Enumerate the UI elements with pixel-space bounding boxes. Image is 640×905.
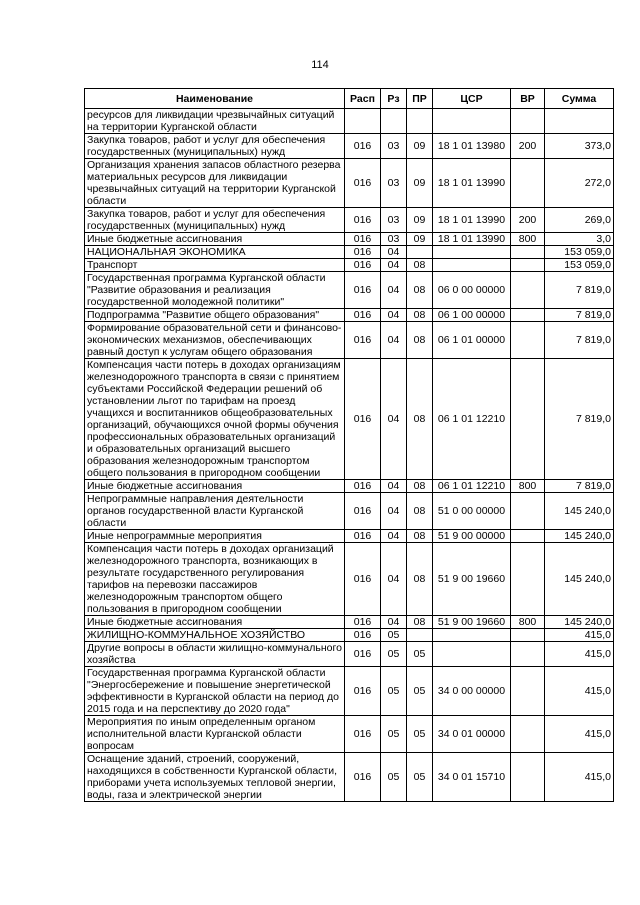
- table-row: [85, 208, 614, 233]
- cell-rasp: 016: [345, 629, 381, 642]
- cell-vr: [511, 629, 545, 642]
- cell-pr: 08: [407, 543, 433, 616]
- cell-rasp: 016: [345, 272, 381, 309]
- header-vr: ВР: [511, 89, 545, 109]
- table-row: [85, 642, 614, 667]
- table-row: [85, 359, 614, 480]
- cell-pr: 09: [407, 208, 433, 233]
- table-row: [85, 272, 614, 309]
- cell-sum: 7 819,0: [545, 322, 614, 359]
- header-csr: ЦСР: [433, 89, 511, 109]
- cell-rz: 04: [381, 359, 407, 480]
- cell-vr: [511, 667, 545, 716]
- cell-pr: 05: [407, 753, 433, 802]
- cell-csr: 06 1 01 12210: [433, 480, 511, 493]
- cell-rz: 03: [381, 233, 407, 246]
- cell-rz: [381, 109, 407, 134]
- cell-rz: 04: [381, 616, 407, 629]
- table-row: [85, 530, 614, 543]
- cell-rasp: 016: [345, 480, 381, 493]
- budget-table: [84, 88, 614, 802]
- cell-rz: 04: [381, 543, 407, 616]
- cell-name: Иные непрограммные мероприятия: [85, 530, 345, 543]
- header-rasp: Расп: [345, 89, 381, 109]
- cell-csr: 34 0 01 00000: [433, 716, 511, 753]
- cell-rasp: 016: [345, 309, 381, 322]
- cell-name: Оснащение зданий, строений, сооружений, находящихся в собственности Курганской области, приборами учета используемых тепловой энергии, воды, газа и электрической энергии: [85, 753, 345, 802]
- cell-name: ЖИЛИЩНО-КОММУНАЛЬНОЕ ХОЗЯЙСТВО: [85, 629, 345, 642]
- cell-rasp: 016: [345, 667, 381, 716]
- cell-csr: 34 0 01 15710: [433, 753, 511, 802]
- cell-vr: 800: [511, 233, 545, 246]
- cell-pr: 08: [407, 309, 433, 322]
- table-row: [85, 159, 614, 208]
- table-row: [85, 716, 614, 753]
- cell-sum: 145 240,0: [545, 530, 614, 543]
- cell-pr: [407, 109, 433, 134]
- cell-pr: 08: [407, 272, 433, 309]
- cell-name: Мероприятия по иным определенным органом исполнительной власти Курганской области вопросам: [85, 716, 345, 753]
- cell-pr: 08: [407, 259, 433, 272]
- cell-vr: [511, 259, 545, 272]
- cell-rasp: [345, 109, 381, 134]
- table-row: [85, 246, 614, 259]
- cell-name: Формирование образовательной сети и финансово-экономических механизмов, обеспечивающих равный доступ к услугам общего образования: [85, 322, 345, 359]
- cell-csr: 06 1 01 00000: [433, 322, 511, 359]
- cell-vr: 800: [511, 480, 545, 493]
- cell-csr: 51 9 00 19660: [433, 543, 511, 616]
- cell-rasp: 016: [345, 134, 381, 159]
- cell-rasp: 016: [345, 716, 381, 753]
- cell-vr: [511, 753, 545, 802]
- cell-csr: 18 1 01 13980: [433, 134, 511, 159]
- table-row: [85, 629, 614, 642]
- cell-rasp: 016: [345, 233, 381, 246]
- cell-vr: 200: [511, 208, 545, 233]
- header-name: Наименование: [85, 89, 345, 109]
- cell-csr: 06 1 00 00000: [433, 309, 511, 322]
- cell-rz: 05: [381, 753, 407, 802]
- cell-pr: 09: [407, 134, 433, 159]
- cell-rz: 04: [381, 493, 407, 530]
- table-header-row: [85, 89, 614, 109]
- cell-pr: 05: [407, 642, 433, 667]
- cell-name: Иные бюджетные ассигнования: [85, 480, 345, 493]
- cell-sum: 415,0: [545, 642, 614, 667]
- cell-csr: [433, 109, 511, 134]
- cell-csr: 06 1 01 12210: [433, 359, 511, 480]
- cell-csr: [433, 642, 511, 667]
- cell-pr: 08: [407, 616, 433, 629]
- cell-vr: [511, 159, 545, 208]
- header-pr: ПР: [407, 89, 433, 109]
- table-row: [85, 753, 614, 802]
- cell-csr: 18 1 01 13990: [433, 233, 511, 246]
- cell-sum: 373,0: [545, 134, 614, 159]
- cell-rasp: 016: [345, 246, 381, 259]
- cell-rz: 03: [381, 208, 407, 233]
- cell-rasp: 016: [345, 322, 381, 359]
- cell-rz: 03: [381, 134, 407, 159]
- cell-pr: 05: [407, 716, 433, 753]
- cell-rz: 04: [381, 246, 407, 259]
- cell-vr: [511, 309, 545, 322]
- cell-name: Организация хранения запасов областного резерва материальных ресурсов для ликвидации чрезвычайных ситуаций на территории Курганской области: [85, 159, 345, 208]
- header-sum: Сумма: [545, 89, 614, 109]
- cell-rz: 04: [381, 309, 407, 322]
- cell-pr: 08: [407, 359, 433, 480]
- cell-rasp: 016: [345, 493, 381, 530]
- table-row: [85, 309, 614, 322]
- cell-name: Компенсация части потерь в доходах организаций железнодорожного транспорта, возникающих в результате государственного регулирования тарифов на перевозки пассажиров железнодорожным транспортом общего пользования в пригородном сообщении: [85, 543, 345, 616]
- cell-vr: [511, 272, 545, 309]
- cell-rz: 04: [381, 272, 407, 309]
- table-row: [85, 616, 614, 629]
- cell-rasp: 016: [345, 259, 381, 272]
- cell-rz: 04: [381, 322, 407, 359]
- cell-rz: 04: [381, 480, 407, 493]
- cell-name: НАЦИОНАЛЬНАЯ ЭКОНОМИКА: [85, 246, 345, 259]
- cell-rasp: 016: [345, 753, 381, 802]
- cell-vr: 200: [511, 134, 545, 159]
- cell-pr: 09: [407, 159, 433, 208]
- cell-sum: 415,0: [545, 716, 614, 753]
- cell-rz: 05: [381, 629, 407, 642]
- cell-sum: 415,0: [545, 629, 614, 642]
- cell-vr: 800: [511, 616, 545, 629]
- cell-rz: 05: [381, 667, 407, 716]
- cell-vr: [511, 716, 545, 753]
- cell-rz: 04: [381, 259, 407, 272]
- cell-name: Компенсация части потерь в доходах организациям железнодорожного транспорта в связи с принятием субъектами Российской Федерации решений об установлении льгот по тарифам на проезд учащихся и воспитанников общеобразовательных организаций, обучающихся очной формы обучения профессиональных образовательных организаций и образовательных организаций высшего образования железнодорожным транспортом общего пользования в пригородном сообщении: [85, 359, 345, 480]
- cell-pr: [407, 629, 433, 642]
- table-row: [85, 493, 614, 530]
- cell-sum: 269,0: [545, 208, 614, 233]
- cell-sum: 145 240,0: [545, 543, 614, 616]
- cell-vr: [511, 359, 545, 480]
- table-row: [85, 322, 614, 359]
- cell-pr: 08: [407, 530, 433, 543]
- cell-sum: 145 240,0: [545, 493, 614, 530]
- cell-name: Подпрограмма "Развитие общего образования": [85, 309, 345, 322]
- cell-sum: 7 819,0: [545, 480, 614, 493]
- table-row: [85, 667, 614, 716]
- cell-rz: 04: [381, 530, 407, 543]
- cell-name: Закупка товаров, работ и услуг для обеспечения государственных (муниципальных) нужд: [85, 134, 345, 159]
- cell-csr: 51 9 00 19660: [433, 616, 511, 629]
- cell-rasp: 016: [345, 616, 381, 629]
- cell-rasp: 016: [345, 642, 381, 667]
- cell-rasp: 016: [345, 359, 381, 480]
- cell-sum: 153 059,0: [545, 259, 614, 272]
- cell-vr: [511, 246, 545, 259]
- cell-sum: 7 819,0: [545, 359, 614, 480]
- cell-sum: 145 240,0: [545, 616, 614, 629]
- cell-vr: [511, 530, 545, 543]
- table-row: [85, 480, 614, 493]
- cell-csr: 34 0 00 00000: [433, 667, 511, 716]
- cell-vr: [511, 543, 545, 616]
- cell-rasp: 016: [345, 543, 381, 616]
- table-row: [85, 259, 614, 272]
- cell-rasp: 016: [345, 530, 381, 543]
- cell-name: Иные бюджетные ассигнования: [85, 233, 345, 246]
- cell-sum: 153 059,0: [545, 246, 614, 259]
- cell-vr: [511, 109, 545, 134]
- cell-pr: [407, 246, 433, 259]
- cell-vr: [511, 493, 545, 530]
- cell-rz: 05: [381, 716, 407, 753]
- table-row: [85, 109, 614, 134]
- cell-pr: 08: [407, 480, 433, 493]
- cell-sum: 415,0: [545, 753, 614, 802]
- cell-csr: 51 0 00 00000: [433, 493, 511, 530]
- table-row: [85, 543, 614, 616]
- cell-name: Другие вопросы в области жилищно-коммунального хозяйства: [85, 642, 345, 667]
- cell-csr: [433, 629, 511, 642]
- cell-rz: 03: [381, 159, 407, 208]
- cell-sum: 7 819,0: [545, 309, 614, 322]
- cell-vr: [511, 322, 545, 359]
- cell-pr: 05: [407, 667, 433, 716]
- table-row: [85, 233, 614, 246]
- cell-rasp: 016: [345, 208, 381, 233]
- cell-csr: [433, 259, 511, 272]
- cell-name: Непрограммные направления деятельности органов государственной власти Курганской области: [85, 493, 345, 530]
- cell-csr: 18 1 01 13990: [433, 208, 511, 233]
- cell-name: Государственная программа Курганской области "Энергосбережение и повышение энергетической эффективности в Курганской области на период до 2015 года и на перспективу до 2020 года": [85, 667, 345, 716]
- cell-pr: 08: [407, 493, 433, 530]
- cell-name: Закупка товаров, работ и услуг для обеспечения государственных (муниципальных) нужд: [85, 208, 345, 233]
- cell-sum: 3,0: [545, 233, 614, 246]
- table-row: [85, 134, 614, 159]
- cell-pr: 08: [407, 322, 433, 359]
- cell-sum: 272,0: [545, 159, 614, 208]
- cell-name: Транспорт: [85, 259, 345, 272]
- cell-name: ресурсов для ликвидации чрезвычайных ситуаций на территории Курганской области: [85, 109, 345, 134]
- header-rz: Рз: [381, 89, 407, 109]
- cell-csr: [433, 246, 511, 259]
- cell-csr: 51 9 00 00000: [433, 530, 511, 543]
- cell-rz: 05: [381, 642, 407, 667]
- cell-sum: [545, 109, 614, 134]
- page-number: 114: [311, 59, 329, 71]
- cell-name: Государственная программа Курганской области "Развитие образования и реализация государственной молодежной политики": [85, 272, 345, 309]
- cell-name: Иные бюджетные ассигнования: [85, 616, 345, 629]
- cell-vr: [511, 642, 545, 667]
- cell-pr: 09: [407, 233, 433, 246]
- cell-sum: 7 819,0: [545, 272, 614, 309]
- cell-sum: 415,0: [545, 667, 614, 716]
- cell-csr: 18 1 01 13990: [433, 159, 511, 208]
- cell-csr: 06 0 00 00000: [433, 272, 511, 309]
- cell-rasp: 016: [345, 159, 381, 208]
